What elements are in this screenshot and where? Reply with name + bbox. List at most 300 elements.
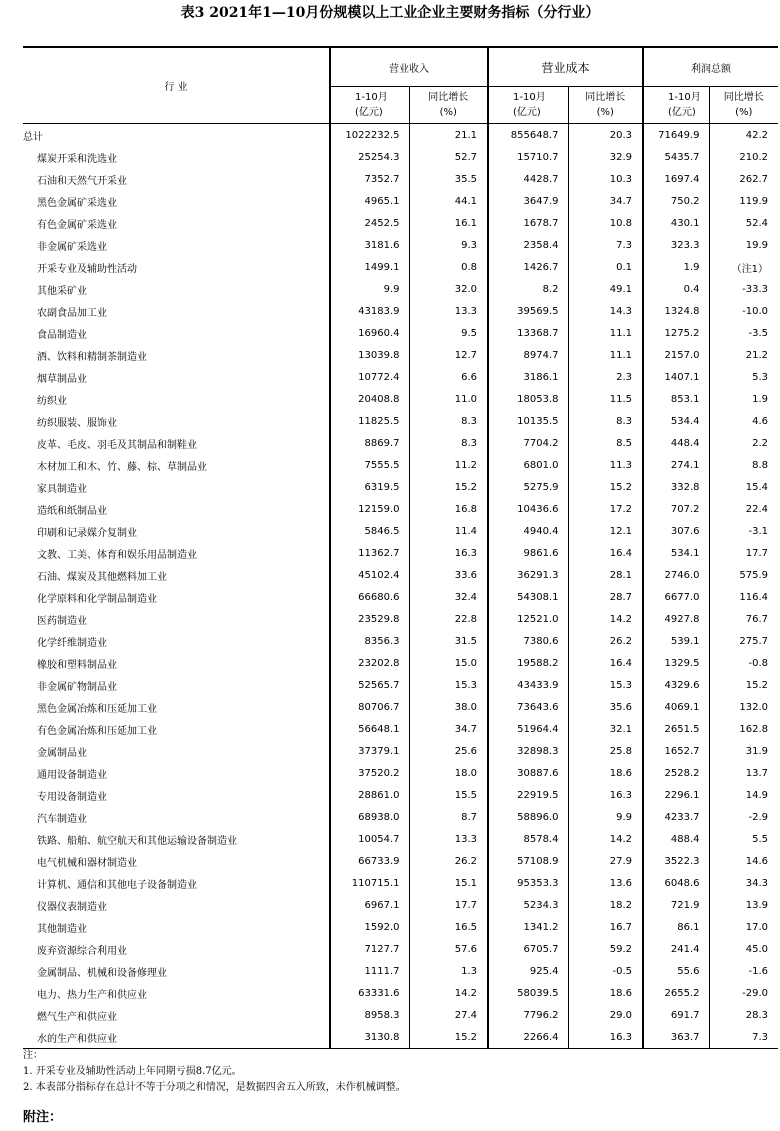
cost-growth: 8.5 xyxy=(568,432,643,454)
revenue-value: 11362.7 xyxy=(330,542,409,564)
profit-growth: 13.7 xyxy=(709,762,778,784)
note-1: 1. 开采专业及辅助性活动上年同期亏损8.7亿元。 xyxy=(23,1066,242,1077)
revenue-growth: 1.3 xyxy=(409,960,488,982)
industry-name: 石油和天然气开采业 xyxy=(37,175,127,187)
cost-header: 营业成本 xyxy=(488,47,643,87)
cost-growth: 10.8 xyxy=(568,212,643,234)
industry-name: 通用设备制造业 xyxy=(37,769,107,781)
cost-value: 39569.5 xyxy=(488,300,568,322)
cost-value: 4940.4 xyxy=(488,520,568,542)
cost-growth: 16.3 xyxy=(568,1026,643,1049)
table-row xyxy=(23,850,778,872)
profit-value: 332.8 xyxy=(643,476,709,498)
cost-growth: 13.6 xyxy=(568,872,643,894)
industry-name: 总计 xyxy=(23,131,43,143)
revenue-growth: 15.2 xyxy=(409,1026,488,1049)
cost-value: 57108.9 xyxy=(488,850,568,872)
profit-value: 534.4 xyxy=(643,410,709,432)
profit-value: 5435.7 xyxy=(643,146,709,168)
profit-value: 3522.3 xyxy=(643,850,709,872)
profit-value: 2651.5 xyxy=(643,718,709,740)
industry-name: 煤炭开采和洗选业 xyxy=(37,153,117,165)
profit-value: 1652.7 xyxy=(643,740,709,762)
industry-name: 铁路、船舶、航空航天和其他运输设备制造业 xyxy=(37,835,237,847)
revenue-growth: 33.6 xyxy=(409,564,488,586)
cost-growth: 0.1 xyxy=(568,256,643,278)
profit-growth: 5.3 xyxy=(709,366,778,388)
revenue-value: 66680.6 xyxy=(330,586,409,608)
table-row xyxy=(23,784,778,806)
cost-growth: 18.6 xyxy=(568,762,643,784)
profit-value: 721.9 xyxy=(643,894,709,916)
cost-growth: 16.7 xyxy=(568,916,643,938)
profit-value: 534.1 xyxy=(643,542,709,564)
cost-growth: 26.2 xyxy=(568,630,643,652)
profit-growth: 45.0 xyxy=(709,938,778,960)
cost-growth: 49.1 xyxy=(568,278,643,300)
profit-growth: 210.2 xyxy=(709,146,778,168)
table-row xyxy=(23,806,778,828)
cost-growth: 15.3 xyxy=(568,674,643,696)
revenue-growth: 16.5 xyxy=(409,916,488,938)
cost-value: 1426.7 xyxy=(488,256,568,278)
table-row xyxy=(23,278,778,300)
industry-name: 造纸和纸制品业 xyxy=(37,505,107,517)
cost-value: 32898.3 xyxy=(488,740,568,762)
revenue-growth: 16.1 xyxy=(409,212,488,234)
revenue-growth: 16.3 xyxy=(409,542,488,564)
revenue-growth: 17.7 xyxy=(409,894,488,916)
cost-value: 4428.7 xyxy=(488,168,568,190)
table-row xyxy=(23,1026,778,1049)
industry-name: 有色金属矿采选业 xyxy=(37,219,117,231)
profit-value: 86.1 xyxy=(643,916,709,938)
revenue-value: 12159.0 xyxy=(330,498,409,520)
industry-name: 汽车制造业 xyxy=(37,813,87,825)
revenue-value: 52565.7 xyxy=(330,674,409,696)
profit-growth: -3.5 xyxy=(709,322,778,344)
profit-growth: -0.8 xyxy=(709,652,778,674)
cost-value: 15710.7 xyxy=(488,146,568,168)
industry-name: 计算机、通信和其他电子设备制造业 xyxy=(37,879,197,891)
industry-name: 印刷和记录媒介复制业 xyxy=(37,527,137,539)
revenue-growth: 9.5 xyxy=(409,322,488,344)
cost-value: 2358.4 xyxy=(488,234,568,256)
cost-growth: 16.4 xyxy=(568,542,643,564)
revenue-growth: 11.2 xyxy=(409,454,488,476)
table-row xyxy=(23,520,778,542)
table-row xyxy=(23,674,778,696)
cost-value: 6705.7 xyxy=(488,938,568,960)
profit-value: 4329.6 xyxy=(643,674,709,696)
table-row xyxy=(23,916,778,938)
revenue-value: 23529.8 xyxy=(330,608,409,630)
profit-growth: 116.4 xyxy=(709,586,778,608)
profit-growth-header: 同比增长 (%) xyxy=(709,87,778,124)
cost-value: 51964.4 xyxy=(488,718,568,740)
industry-name: 黑色金属矿采选业 xyxy=(37,197,117,209)
revenue-growth: 38.0 xyxy=(409,696,488,718)
revenue-value: 23202.8 xyxy=(330,652,409,674)
cost-value: 13368.7 xyxy=(488,322,568,344)
profit-value: 1697.4 xyxy=(643,168,709,190)
revenue-growth: 22.8 xyxy=(409,608,488,630)
revenue-growth: 35.5 xyxy=(409,168,488,190)
revenue-value: 63331.6 xyxy=(330,982,409,1004)
cost-growth: 18.2 xyxy=(568,894,643,916)
industry-header: 行 业 xyxy=(23,47,330,124)
revenue-value: 8869.7 xyxy=(330,432,409,454)
table-row xyxy=(23,542,778,564)
cost-value: 22919.5 xyxy=(488,784,568,806)
cost-growth: 34.7 xyxy=(568,190,643,212)
revenue-value: 37520.2 xyxy=(330,762,409,784)
profit-value: 1324.8 xyxy=(643,300,709,322)
revenue-growth: 21.1 xyxy=(409,124,488,147)
profit-value: 707.2 xyxy=(643,498,709,520)
revenue-growth: 44.1 xyxy=(409,190,488,212)
revenue-growth: 8.7 xyxy=(409,806,488,828)
revenue-value: 80706.7 xyxy=(330,696,409,718)
revenue-growth: 25.6 xyxy=(409,740,488,762)
revenue-value: 10772.4 xyxy=(330,366,409,388)
profit-growth: 22.4 xyxy=(709,498,778,520)
profit-value: 430.1 xyxy=(643,212,709,234)
cost-growth: 16.3 xyxy=(568,784,643,806)
cost-value: 6801.0 xyxy=(488,454,568,476)
industry-name: 金属制品、机械和设备修理业 xyxy=(37,967,167,979)
cost-growth: 32.1 xyxy=(568,718,643,740)
table-row xyxy=(23,872,778,894)
revenue-growth: 8.3 xyxy=(409,410,488,432)
cost-value: 73643.6 xyxy=(488,696,568,718)
table-row xyxy=(23,388,778,410)
profit-value: 1275.2 xyxy=(643,322,709,344)
revenue-value: 7127.7 xyxy=(330,938,409,960)
cost-value: 8.2 xyxy=(488,278,568,300)
cost-value: 10135.5 xyxy=(488,410,568,432)
revenue-growth: 15.0 xyxy=(409,652,488,674)
revenue-growth: 14.2 xyxy=(409,982,488,1004)
table-row xyxy=(23,234,778,256)
revenue-growth: 8.3 xyxy=(409,432,488,454)
note-2: 2. 本表部分指标存在总计不等于分项之和情况，是数据四舍五入所致，未作机械调整。 xyxy=(23,1082,406,1093)
revenue-value: 110715.1 xyxy=(330,872,409,894)
industry-name: 烟草制品业 xyxy=(37,373,87,385)
cost-growth: 15.2 xyxy=(568,476,643,498)
table-row xyxy=(23,498,778,520)
industry-name: 非金属矿物制品业 xyxy=(37,681,117,693)
table-row xyxy=(23,740,778,762)
revenue-growth: 0.8 xyxy=(409,256,488,278)
revenue-growth: 16.8 xyxy=(409,498,488,520)
table-row xyxy=(23,960,778,982)
revenue-growth: 18.0 xyxy=(409,762,488,784)
industry-name: 石油、煤炭及其他燃料加工业 xyxy=(37,571,167,583)
profit-growth: 15.2 xyxy=(709,674,778,696)
cost-growth: 14.2 xyxy=(568,828,643,850)
revenue-value: 43183.9 xyxy=(330,300,409,322)
table-row xyxy=(23,476,778,498)
table-row xyxy=(23,168,778,190)
cost-growth: 2.3 xyxy=(568,366,643,388)
cost-value: 36291.3 xyxy=(488,564,568,586)
table-row xyxy=(23,366,778,388)
table-row xyxy=(23,894,778,916)
cost-value: 95353.3 xyxy=(488,872,568,894)
cost-value: 1341.2 xyxy=(488,916,568,938)
table-row xyxy=(23,938,778,960)
revenue-value: 7555.5 xyxy=(330,454,409,476)
cost-growth: 9.9 xyxy=(568,806,643,828)
revenue-growth-header: 同比增长 (%) xyxy=(409,87,488,124)
profit-growth: 34.3 xyxy=(709,872,778,894)
revenue-value: 8958.3 xyxy=(330,1004,409,1026)
profit-value: 853.1 xyxy=(643,388,709,410)
table-row xyxy=(23,146,778,168)
revenue-value: 3130.8 xyxy=(330,1026,409,1049)
cost-growth: 17.2 xyxy=(568,498,643,520)
profit-value: 241.4 xyxy=(643,938,709,960)
profit-value: 4233.7 xyxy=(643,806,709,828)
table-row xyxy=(23,212,778,234)
table-row xyxy=(23,718,778,740)
industry-name: 有色金属冶炼和压延加工业 xyxy=(37,725,157,737)
table-row xyxy=(23,608,778,630)
profit-growth: 2.2 xyxy=(709,432,778,454)
profit-period-header: 1-10月 (亿元) xyxy=(643,87,709,124)
revenue-value: 1592.0 xyxy=(330,916,409,938)
revenue-value: 13039.8 xyxy=(330,344,409,366)
revenue-value: 25254.3 xyxy=(330,146,409,168)
revenue-growth: 13.3 xyxy=(409,300,488,322)
profit-growth: 15.4 xyxy=(709,476,778,498)
profit-growth: 8.8 xyxy=(709,454,778,476)
profit-growth: -10.0 xyxy=(709,300,778,322)
industry-name: 文教、工美、体育和娱乐用品制造业 xyxy=(37,549,197,561)
cost-growth: 28.7 xyxy=(568,586,643,608)
profit-growth: 132.0 xyxy=(709,696,778,718)
revenue-growth: 13.3 xyxy=(409,828,488,850)
profit-value: 2528.2 xyxy=(643,762,709,784)
profit-growth: 1.9 xyxy=(709,388,778,410)
cost-value: 7704.2 xyxy=(488,432,568,454)
profit-growth: 7.3 xyxy=(709,1026,778,1049)
industry-name: 其他制造业 xyxy=(37,923,87,935)
profit-value: 1329.5 xyxy=(643,652,709,674)
profit-growth: 19.9 xyxy=(709,234,778,256)
table-row xyxy=(23,344,778,366)
industry-name: 纺织业 xyxy=(37,395,67,407)
profit-value: 0.4 xyxy=(643,278,709,300)
profit-growth: -29.0 xyxy=(709,982,778,1004)
revenue-growth: 32.4 xyxy=(409,586,488,608)
table-row xyxy=(23,586,778,608)
financial-indicators-table xyxy=(23,46,778,1049)
revenue-value: 37379.1 xyxy=(330,740,409,762)
revenue-period-header: 1-10月 (亿元) xyxy=(330,87,409,124)
profit-growth: -3.1 xyxy=(709,520,778,542)
cost-value: 9861.6 xyxy=(488,542,568,564)
cost-growth: 12.1 xyxy=(568,520,643,542)
notes-label: 注： xyxy=(23,1050,43,1061)
table-notes xyxy=(23,1048,406,1096)
appendix-label: 附注： xyxy=(23,1110,63,1125)
revenue-value: 11825.5 xyxy=(330,410,409,432)
profit-growth: 31.9 xyxy=(709,740,778,762)
table-row xyxy=(23,410,778,432)
profit-growth: 28.3 xyxy=(709,1004,778,1026)
profit-value: 2746.0 xyxy=(643,564,709,586)
profit-value: 488.4 xyxy=(643,828,709,850)
cost-value: 30887.6 xyxy=(488,762,568,784)
profit-value: 55.6 xyxy=(643,960,709,982)
table-row xyxy=(23,696,778,718)
cost-value: 7380.6 xyxy=(488,630,568,652)
revenue-growth: 31.5 xyxy=(409,630,488,652)
cost-growth: 59.2 xyxy=(568,938,643,960)
profit-growth: 262.7 xyxy=(709,168,778,190)
revenue-growth: 26.2 xyxy=(409,850,488,872)
table-row xyxy=(23,982,778,1004)
industry-name: 其他采矿业 xyxy=(37,285,87,297)
profit-value: 4069.1 xyxy=(643,696,709,718)
table-row xyxy=(23,432,778,454)
cost-value: 1678.7 xyxy=(488,212,568,234)
cost-value: 5275.9 xyxy=(488,476,568,498)
cost-value: 3647.9 xyxy=(488,190,568,212)
industry-name: 木材加工和木、竹、藤、棕、草制品业 xyxy=(37,461,207,473)
revenue-value: 28861.0 xyxy=(330,784,409,806)
profit-growth: 21.2 xyxy=(709,344,778,366)
industry-name: 橡胶和塑料制品业 xyxy=(37,659,117,671)
cost-growth: 8.3 xyxy=(568,410,643,432)
table-row xyxy=(23,630,778,652)
revenue-growth: 52.7 xyxy=(409,146,488,168)
industry-name: 金属制品业 xyxy=(37,747,87,759)
cost-growth: 20.3 xyxy=(568,124,643,147)
cost-growth: 18.6 xyxy=(568,982,643,1004)
revenue-value: 1022232.5 xyxy=(330,124,409,147)
profit-value: 6048.6 xyxy=(643,872,709,894)
cost-value: 12521.0 xyxy=(488,608,568,630)
cost-value: 925.4 xyxy=(488,960,568,982)
revenue-value: 9.9 xyxy=(330,278,409,300)
profit-value: 323.3 xyxy=(643,234,709,256)
cost-growth: 35.6 xyxy=(568,696,643,718)
revenue-value: 6319.5 xyxy=(330,476,409,498)
profit-growth: -1.6 xyxy=(709,960,778,982)
cost-growth: 28.1 xyxy=(568,564,643,586)
revenue-growth: 15.2 xyxy=(409,476,488,498)
profit-growth: 13.9 xyxy=(709,894,778,916)
profit-growth: 119.9 xyxy=(709,190,778,212)
revenue-value: 1111.7 xyxy=(330,960,409,982)
revenue-value: 45102.4 xyxy=(330,564,409,586)
cost-value: 19588.2 xyxy=(488,652,568,674)
revenue-growth: 11.4 xyxy=(409,520,488,542)
profit-value: 1.9 xyxy=(643,256,709,278)
profit-growth: 4.6 xyxy=(709,410,778,432)
table-row xyxy=(23,454,778,476)
revenue-value: 68938.0 xyxy=(330,806,409,828)
cost-value: 2266.4 xyxy=(488,1026,568,1049)
cost-growth-header: 同比增长 (%) xyxy=(568,87,643,124)
industry-name: 皮革、毛皮、羽毛及其制品和制鞋业 xyxy=(37,439,197,451)
cost-value: 8578.4 xyxy=(488,828,568,850)
profit-value: 1407.1 xyxy=(643,366,709,388)
profit-header: 利润总额 xyxy=(643,47,778,87)
profit-growth: -2.9 xyxy=(709,806,778,828)
revenue-value: 3181.6 xyxy=(330,234,409,256)
cost-growth: -0.5 xyxy=(568,960,643,982)
profit-growth: 162.8 xyxy=(709,718,778,740)
profit-growth: -33.3 xyxy=(709,278,778,300)
industry-name: 水的生产和供应业 xyxy=(23,1026,330,1049)
cost-growth: 11.1 xyxy=(568,322,643,344)
revenue-growth: 32.0 xyxy=(409,278,488,300)
revenue-growth: 15.1 xyxy=(409,872,488,894)
profit-growth: 17.0 xyxy=(709,916,778,938)
cost-growth: 10.3 xyxy=(568,168,643,190)
profit-value: 307.6 xyxy=(643,520,709,542)
cost-value: 8974.7 xyxy=(488,344,568,366)
profit-value: 448.4 xyxy=(643,432,709,454)
industry-name: 家具制造业 xyxy=(37,483,87,495)
profit-value: 363.7 xyxy=(643,1026,709,1049)
industry-name: 电力、热力生产和供应业 xyxy=(37,989,147,1001)
cost-value: 7796.2 xyxy=(488,1004,568,1026)
cost-growth: 14.2 xyxy=(568,608,643,630)
cost-value: 58896.0 xyxy=(488,806,568,828)
cost-value: 10436.6 xyxy=(488,498,568,520)
revenue-growth: 57.6 xyxy=(409,938,488,960)
profit-growth: 52.4 xyxy=(709,212,778,234)
table-row xyxy=(23,652,778,674)
table-title: 表3 2021年1—10月份规模以上工业企业主要财务指标（分行业） xyxy=(180,5,600,21)
cost-period-header: 1-10月 (亿元) xyxy=(488,87,568,124)
profit-value: 2157.0 xyxy=(643,344,709,366)
cost-value: 58039.5 xyxy=(488,982,568,1004)
industry-name: 非金属矿采选业 xyxy=(37,241,107,253)
revenue-value: 8356.3 xyxy=(330,630,409,652)
industry-name: 医药制造业 xyxy=(37,615,87,627)
industry-name: 农副食品加工业 xyxy=(37,307,107,319)
profit-growth: 76.7 xyxy=(709,608,778,630)
profit-growth: 575.9 xyxy=(709,564,778,586)
industry-name: 黑色金属冶炼和压延加工业 xyxy=(37,703,157,715)
cost-growth: 16.4 xyxy=(568,652,643,674)
industry-name: 化学原料和化学制品制造业 xyxy=(37,593,157,605)
industry-name: 开采专业及辅助性活动 xyxy=(37,263,137,275)
profit-value: 4927.8 xyxy=(643,608,709,630)
cost-growth: 27.9 xyxy=(568,850,643,872)
cost-growth: 14.3 xyxy=(568,300,643,322)
revenue-value: 2452.5 xyxy=(330,212,409,234)
profit-growth: 5.5 xyxy=(709,828,778,850)
cost-growth: 7.3 xyxy=(568,234,643,256)
profit-growth: 275.7 xyxy=(709,630,778,652)
cost-value: 18053.8 xyxy=(488,388,568,410)
revenue-value: 16960.4 xyxy=(330,322,409,344)
revenue-growth: 6.6 xyxy=(409,366,488,388)
cost-value: 855648.7 xyxy=(488,124,568,147)
revenue-growth: 27.4 xyxy=(409,1004,488,1026)
profit-value: 2296.1 xyxy=(643,784,709,806)
revenue-header: 营业收入 xyxy=(330,47,488,87)
industry-name: 食品制造业 xyxy=(37,329,87,341)
table-row xyxy=(23,322,778,344)
